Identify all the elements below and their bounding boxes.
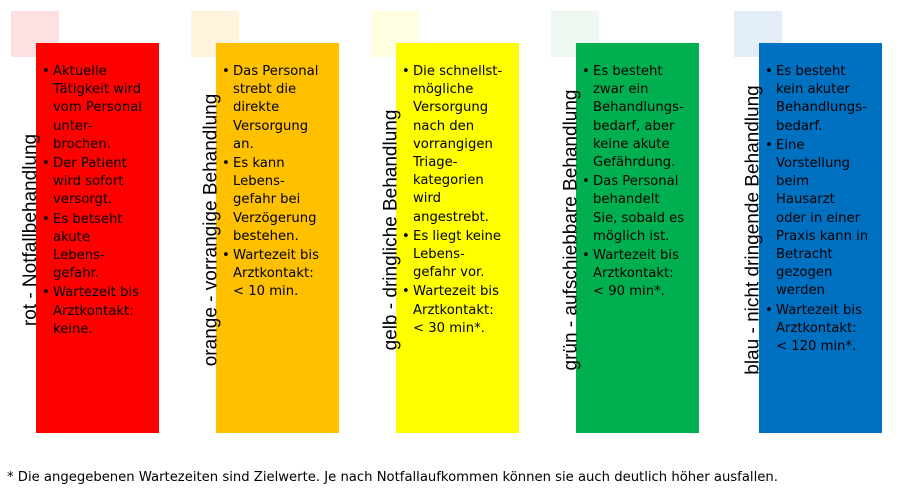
bullet-item: • Eine Vorstellung beim Hausarzt oder in einer Praxis kann in Betracht gezogen werden <box>764 137 880 301</box>
bullet-item: • Es liegt keine Lebens- gefahr vor. <box>401 228 517 283</box>
bullet-item: • Es besteht kein akuter Behandlungs- bedarf. <box>764 63 880 136</box>
category-label: grün - aufschiebbare Behandlung <box>560 89 582 371</box>
category-label: orange - vorrangige Behandlung <box>200 93 221 367</box>
bullet-item: • Wartezeit bis Arztkontakt: < 10 min. <box>221 247 337 302</box>
bullet-item: • Die schnellst- mögliche Versorgung nach den vorrangigen Triage- kategorien wird angestrebt. <box>401 63 517 227</box>
bullet-item: • Der Patient wird sofort versorgt. <box>41 155 157 210</box>
bullet-item: • Aktuelle Tätigkeit wird vom Personal unter- brochen. <box>41 63 157 154</box>
category-label: blau - nicht dringende Behandlung <box>743 85 765 375</box>
category-label: rot - Notfallbehandlung <box>20 133 41 327</box>
bullet-item: • Wartezeit bis Arztkontakt: < 90 min*. <box>581 247 697 302</box>
category-label: gelb - dringliche Behandlung <box>380 109 401 351</box>
bullet-item: • Wartezeit bis Arztkontakt: < 120 min*. <box>764 302 880 357</box>
triage-column-rot <box>11 0 191 440</box>
bullet-item: • Wartezeit bis Arztkontakt: keine. <box>41 284 157 339</box>
bullet-item: • Das Personal behandelt Sie, sobald es möglich ist. <box>581 173 697 246</box>
bullet-list <box>221 63 337 303</box>
bullet-item: • Es besteht zwar ein Behandlungs- bedarf, aber keine akute Gefährdung. <box>581 63 697 172</box>
triage-column-gruen <box>551 0 731 440</box>
bullet-list <box>401 63 517 339</box>
bullet-list <box>581 63 697 303</box>
bullet-item: • Es kann Lebens- gefahr bei Verzögerung bestehen. <box>221 155 337 246</box>
triage-column-orange <box>191 0 371 440</box>
bullet-list <box>41 63 157 340</box>
bullet-item: • Das Personal strebt die direkte Versorgung an. <box>221 63 337 154</box>
footnote: * Die angegebenen Wartezeiten sind Zielwerte. Je nach Notfallaufkommen können sie auch deutlich höher ausfallen. <box>7 470 778 485</box>
triage-column-blau <box>734 0 910 440</box>
bullet-list <box>764 63 880 357</box>
bullet-item: • Es betseht akute Lebens- gefahr. <box>41 211 157 284</box>
bullet-item: • Wartezeit bis Arztkontakt: < 30 min*. <box>401 283 517 338</box>
triage-column-gelb <box>371 0 551 440</box>
